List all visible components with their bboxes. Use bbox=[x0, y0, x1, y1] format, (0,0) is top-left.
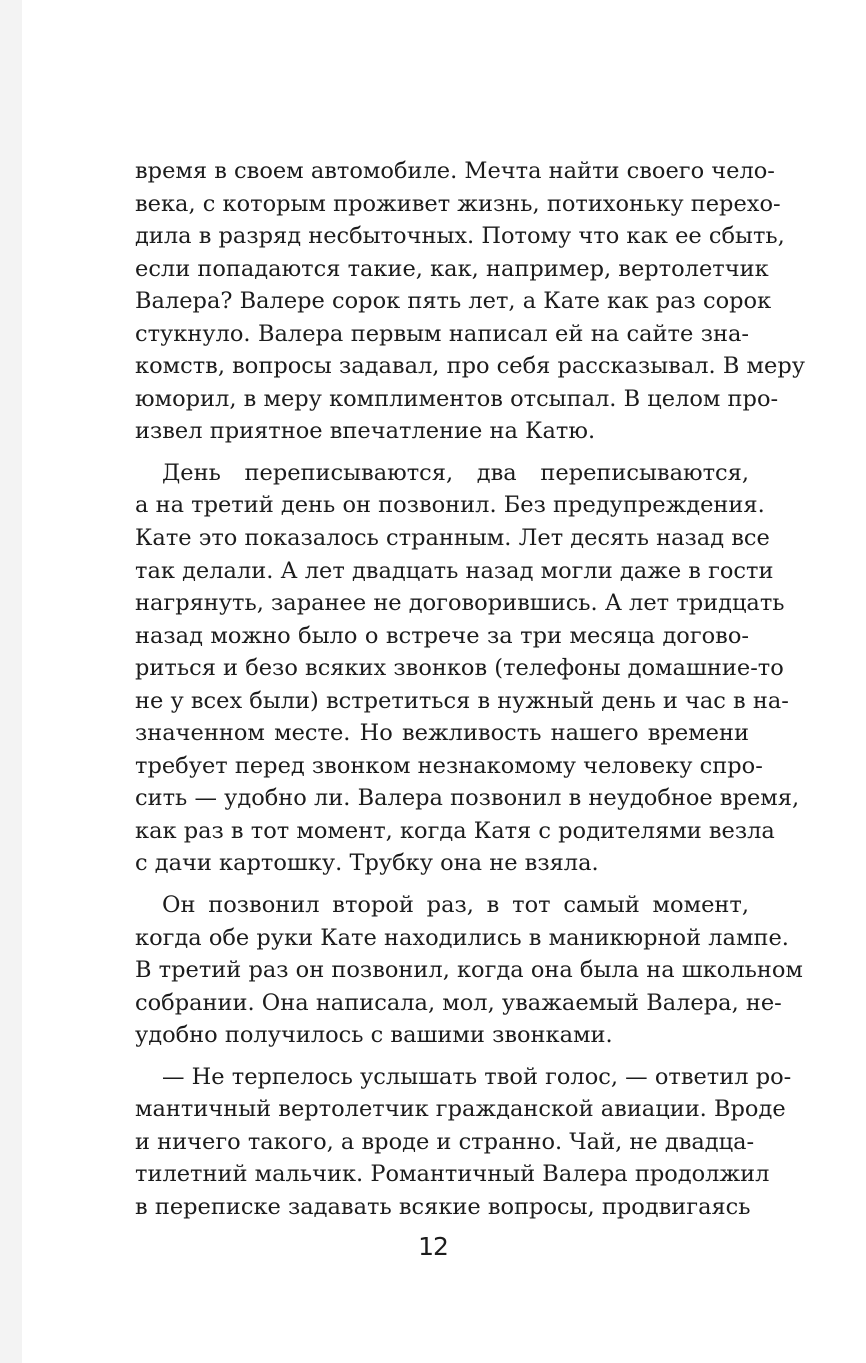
text-line: сить — удобно ли. Валера позвонил в неудобное время, bbox=[135, 785, 800, 812]
page-left-margin bbox=[0, 0, 22, 1363]
text-line: дила в разряд несбыточных. Потому что как ее сбыть, bbox=[135, 223, 785, 250]
text-line: как раз в тот момент, когда Катя с родителями везла bbox=[135, 817, 775, 844]
text-line: комств, вопросы задавал, про себя рассказывал. В меру bbox=[135, 353, 805, 380]
text-line: если попадаются такие, как, например, вертолетчик bbox=[135, 255, 769, 282]
text-line: собрании. Она написала, мол, уважаемый Валера, не- bbox=[135, 989, 782, 1016]
text-line: в переписке задавать всякие вопросы, продвигаясь bbox=[135, 1193, 751, 1220]
text-line: День переписываются, два переписываются, bbox=[162, 459, 749, 486]
text-line: тилетний мальчик. Романтичный Валера продолжил bbox=[135, 1161, 770, 1188]
text-line: нагрянуть, заранее не договорившись. А лет тридцать bbox=[135, 590, 785, 617]
text-line: когда обе руки Кате находились в маникюрной лампе. bbox=[135, 924, 789, 951]
text-line: — Не терпелось услышать твой голос, — ответил ро- bbox=[162, 1063, 792, 1090]
text-line: так делали. А лет двадцать назад могли даже в гости bbox=[135, 557, 774, 584]
text-line: извел приятное впечатление на Катю. bbox=[135, 418, 596, 445]
text-line: Валера? Валере сорок пять лет, а Кате как раз сорок bbox=[135, 288, 772, 315]
text-line: требует перед звонком незнакомому человеку спро- bbox=[135, 752, 763, 779]
text-line: века, с которым проживет жизнь, потихоньку перехо- bbox=[135, 190, 781, 217]
text-line: не у всех были) встретиться в нужный день и час в на- bbox=[135, 687, 789, 714]
text-line: Он позвонил второй раз, в тот самый момент, bbox=[162, 892, 749, 919]
text-line: а на третий день он позвонил. Без предупреждения. bbox=[135, 492, 765, 519]
text-line: время в своем автомобиле. Мечта найти своего чело- bbox=[135, 158, 775, 184]
page-number: 12 bbox=[418, 1232, 448, 1261]
text-line: и ничего такого, а вроде и странно. Чай, не двадца- bbox=[135, 1128, 755, 1155]
text-line: значенном месте. Но вежливость нашего времени bbox=[135, 720, 749, 747]
text-line: стукнуло. Валера первым написал ей на сайте зна- bbox=[135, 320, 749, 347]
text-line: с дачи картошку. Трубку она не взяла. bbox=[135, 850, 599, 877]
text-line: Кате это показалось странным. Лет десять назад все bbox=[135, 525, 770, 552]
text-line: удобно получилось с вашими звонками. bbox=[135, 1022, 613, 1049]
text-line: назад можно было о встрече за три месяца догово- bbox=[135, 622, 749, 649]
text-line: риться и безо всяких звонков (телефоны домашние-то bbox=[135, 655, 784, 682]
text-line: мантичный вертолетчик гражданской авиации. Вроде bbox=[135, 1096, 786, 1123]
text-line: юморил, в меру комплиментов отсыпал. В целом про- bbox=[135, 385, 779, 412]
text-line: В третий раз он позвонил, когда она была на школьном bbox=[135, 957, 803, 984]
book-page-text bbox=[135, 155, 805, 1224]
